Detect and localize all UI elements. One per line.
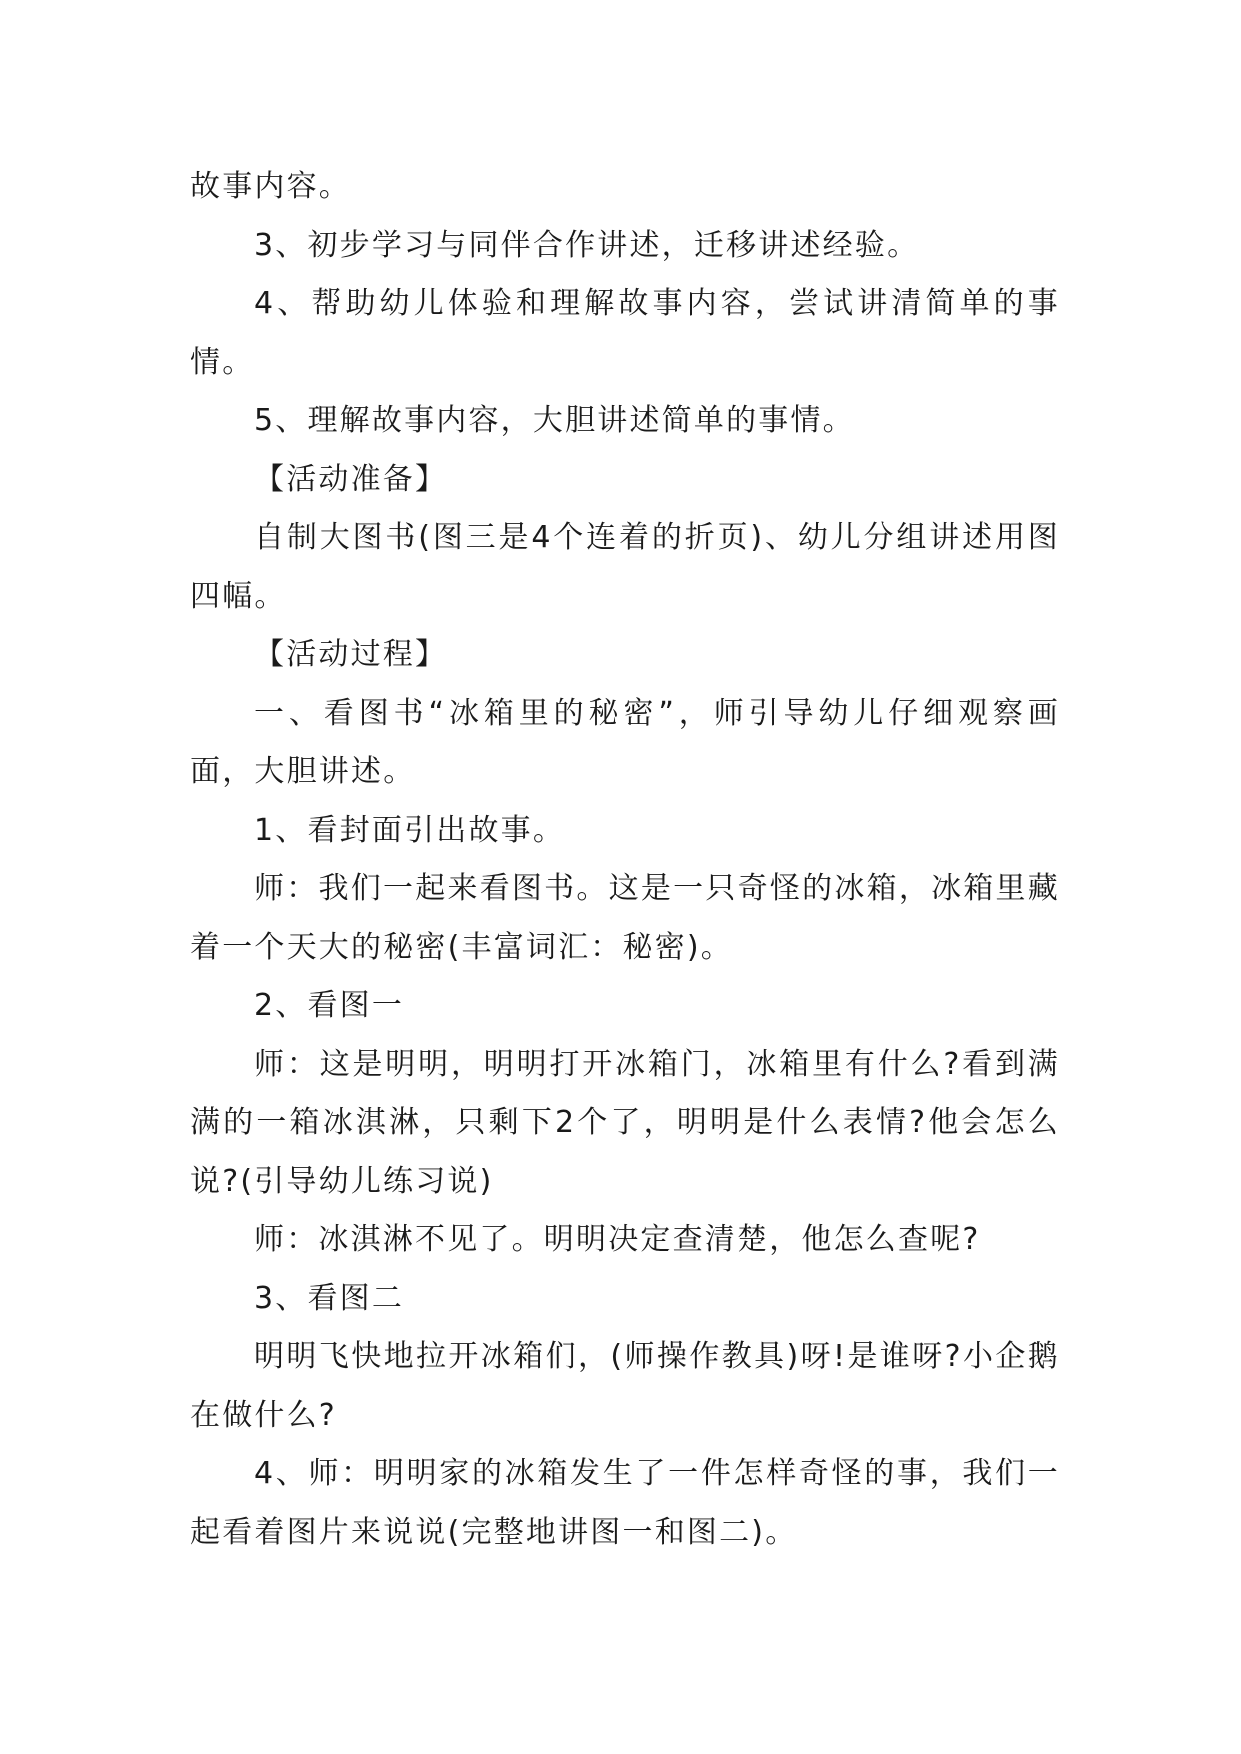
paragraph: 1、看封面引出故事。: [254, 812, 566, 848]
paragraph: 3、看图二: [254, 1280, 405, 1316]
paragraph: 自制大图书(图三是4个连着的折页)、幼儿分组讲述用图四幅。: [190, 520, 1060, 614]
paragraph: 故事内容。: [190, 169, 351, 204]
paragraph: 一、看图书“冰箱里的秘密”，师引导幼儿仔细观察画面，大胆讲述。: [190, 695, 1060, 789]
paragraph: 4、帮助幼儿体验和理解故事内容，尝试讲清简单的事情。: [190, 286, 1060, 380]
paragraph: 4、师：明明家的冰箱发生了一件怎样奇怪的事，我们一起看着图片来说说(完整地讲图一和图二)。: [190, 1456, 1060, 1550]
paragraph: 5、理解故事内容，大胆讲述简单的事情。: [254, 403, 855, 438]
paragraph: 3、初步学习与同伴合作讲述，迁移讲述经验。: [254, 227, 920, 263]
section-heading: 【活动准备】: [254, 461, 448, 497]
paragraph: 明明飞快地拉开冰箱们，(师操作教具)呀!是谁呀?小企鹅在做什么?: [190, 1339, 1060, 1433]
paragraph: 师：冰淇淋不见了。明明决定查清楚，他怎么查呢?: [254, 1222, 981, 1257]
paragraph: 师：我们一起来看图书。这是一只奇怪的冰箱，冰箱里藏着一个天大的秘密(丰富词汇：秘密)。: [190, 871, 1060, 965]
paragraph: 师：这是明明，明明打开冰箱门，冰箱里有什么?看到满满的一箱冰淇淋，只剩下2个了，明明是什么表情?他会怎么说?(引导幼儿练习说): [190, 1046, 1060, 1199]
section-heading: 【活动过程】: [254, 637, 448, 672]
document-body: [190, 158, 1060, 1562]
paragraph: 2、看图一: [254, 988, 405, 1023]
